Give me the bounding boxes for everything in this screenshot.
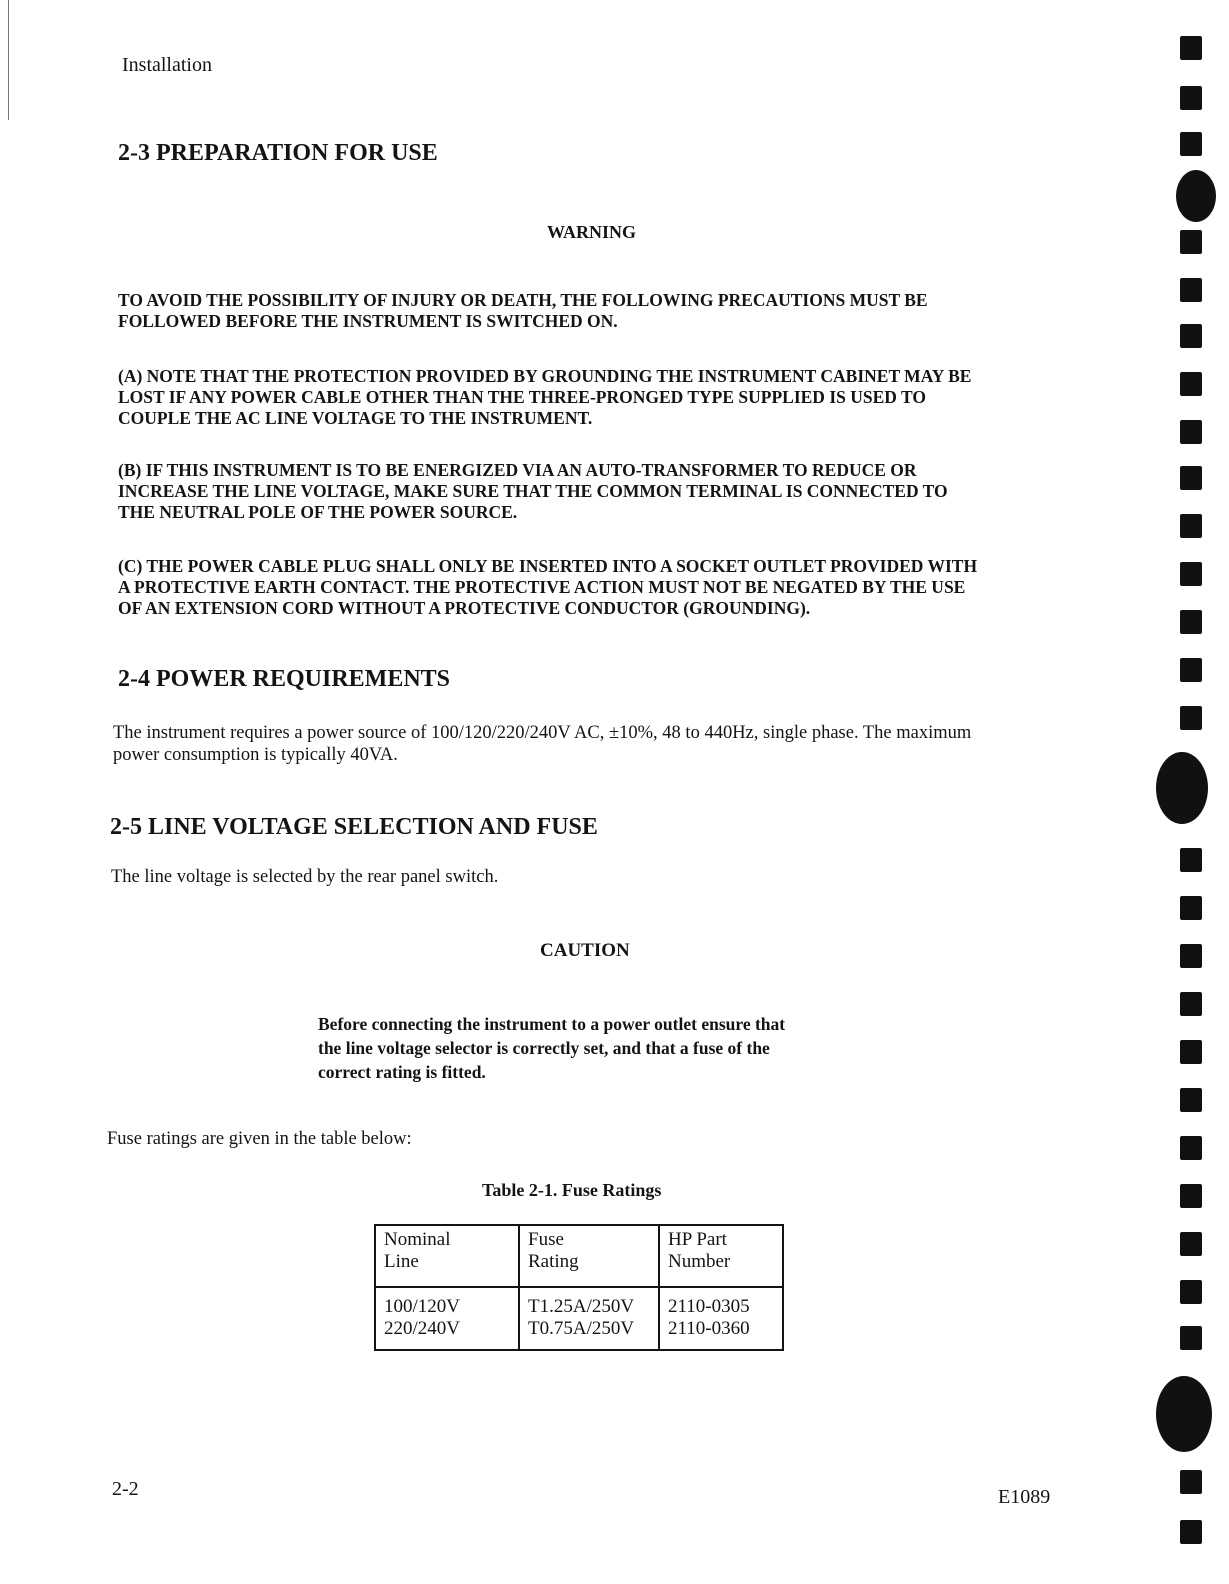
binding-hole <box>1180 1088 1202 1112</box>
binding-hole <box>1180 420 1202 444</box>
header-nominal-line <box>375 1225 519 1287</box>
binding-hole <box>1180 706 1202 730</box>
binding-hole <box>1180 658 1202 682</box>
binding-hole <box>1180 86 1202 110</box>
precaution-a-line-2: LOST IF ANY POWER CABLE OTHER THAN THE THREE-PRONGED TYPE SUPPLIED IS USED TO <box>118 387 926 407</box>
warning-intro-line-1: TO AVOID THE POSSIBILITY OF INJURY OR DEATH, THE FOLLOWING PRECAUTIONS MUST BE <box>118 290 928 310</box>
binding-hole <box>1180 1136 1202 1160</box>
precaution-b-line-1: (B) IF THIS INSTRUMENT IS TO BE ENERGIZED VIA AN AUTO-TRANSFORMER TO REDUCE OR <box>118 460 917 480</box>
precaution-a <box>118 366 1058 429</box>
header-cell-line: Rating <box>528 1251 579 1272</box>
line-voltage-text: The line voltage is selected by the rear panel switch. <box>111 867 499 887</box>
table-caption: Table 2-1. Fuse Ratings <box>482 1180 662 1200</box>
binding-hole <box>1180 1232 1202 1256</box>
punch-hole <box>1156 752 1208 824</box>
fuse-ratings-table <box>374 1224 784 1351</box>
binding-hole <box>1180 514 1202 538</box>
warning-intro <box>118 290 1058 332</box>
caution-line-3: correct rating is fitted. <box>318 1062 486 1082</box>
precaution-b-line-2: INCREASE THE LINE VOLTAGE, MAKE SURE THAT THE COMMON TERMINAL IS CONNECTED TO <box>118 481 948 501</box>
precaution-a-line-1: (A) NOTE THAT THE PROTECTION PROVIDED BY GROUNDING THE INSTRUMENT CABINET MAY BE <box>118 366 972 386</box>
punch-hole <box>1176 170 1216 222</box>
cell-line: T0.75A/250V <box>528 1318 635 1339</box>
header-cell-line: Line <box>384 1251 419 1272</box>
page-number: 2-2 <box>112 1478 139 1500</box>
binding-hole <box>1180 36 1202 60</box>
cell-line: 100/120V <box>384 1296 460 1317</box>
binding-hole <box>1180 278 1202 302</box>
cell-line: 2110-0305 <box>668 1296 750 1317</box>
cell-nominal-line <box>375 1287 519 1350</box>
cell-line: 2110-0360 <box>668 1318 750 1339</box>
binding-hole <box>1180 848 1202 872</box>
binding-hole <box>1180 992 1202 1016</box>
punch-hole <box>1156 1376 1212 1452</box>
cell-line: 220/240V <box>384 1318 460 1339</box>
table-header-row <box>375 1225 783 1287</box>
precaution-c-line-2: A PROTECTIVE EARTH CONTACT. THE PROTECTIVE ACTION MUST NOT BE NEGATED BY THE USE <box>118 577 966 597</box>
header-fuse-rating <box>519 1225 659 1287</box>
binding-hole <box>1180 1040 1202 1064</box>
precaution-c-line-3: OF AN EXTENSION CORD WITHOUT A PROTECTIVE CONDUCTOR (GROUNDING). <box>118 598 811 618</box>
caution-label: CAUTION <box>540 940 630 961</box>
precaution-c <box>118 556 1058 619</box>
precaution-a-line-3: COUPLE THE AC LINE VOLTAGE TO THE INSTRUMENT. <box>118 408 593 428</box>
caution-line-1: Before connecting the instrument to a power outlet ensure that <box>318 1014 786 1034</box>
header-cell-line: Fuse <box>528 1229 564 1250</box>
binding-hole <box>1180 1520 1202 1544</box>
table-intro: Fuse ratings are given in the table below: <box>107 1129 412 1149</box>
header-cell-line: HP Part <box>668 1229 727 1250</box>
header-hp-part-number <box>659 1225 783 1287</box>
section-2-3-heading: 2-3 PREPARATION FOR USE <box>118 140 438 166</box>
binding-hole <box>1180 1326 1202 1350</box>
precaution-c-line-1: (C) THE POWER CABLE PLUG SHALL ONLY BE INSERTED INTO A SOCKET OUTLET PROVIDED WITH <box>118 556 978 576</box>
caution-text <box>318 1012 858 1084</box>
header-cell-line: Nominal <box>384 1229 451 1250</box>
section-2-4-heading: 2-4 POWER REQUIREMENTS <box>118 666 451 692</box>
binding-hole <box>1180 610 1202 634</box>
precaution-b-line-3: THE NEUTRAL POLE OF THE POWER SOURCE. <box>118 502 518 522</box>
cell-line: T1.25A/250V <box>528 1296 635 1317</box>
section-2-5-heading: 2-5 LINE VOLTAGE SELECTION AND FUSE <box>110 814 598 840</box>
binding-hole <box>1180 562 1202 586</box>
header-cell-line: Number <box>668 1251 731 1272</box>
binding-hole <box>1180 1470 1202 1494</box>
cell-hp-part-number <box>659 1287 783 1350</box>
power-requirements-line-1: The instrument requires a power source of 100/120/220/240V AC, ±10%, 48 to 440Hz, single phase. The maximum <box>113 723 972 743</box>
precaution-b <box>118 460 1058 523</box>
binding-hole <box>1180 1280 1202 1304</box>
binding-hole <box>1180 896 1202 920</box>
binding-hole <box>1180 944 1202 968</box>
table-row <box>375 1287 783 1350</box>
binding-hole <box>1180 466 1202 490</box>
binding-hole <box>1180 1184 1202 1208</box>
warning-label: WARNING <box>547 222 637 242</box>
caution-line-2: the line voltage selector is correctly set, and that a fuse of the <box>318 1038 770 1058</box>
binding-hole <box>1180 324 1202 348</box>
cell-fuse-rating <box>519 1287 659 1350</box>
binding-hole <box>1180 230 1202 254</box>
warning-intro-line-2: FOLLOWED BEFORE THE INSTRUMENT IS SWITCHED ON. <box>118 311 618 331</box>
power-requirements-text <box>113 722 1073 766</box>
binding-hole <box>1180 372 1202 396</box>
running-head: Installation <box>122 54 212 76</box>
document-code: E1089 <box>998 1486 1051 1508</box>
binding-hole <box>1180 132 1202 156</box>
scan-edge-line <box>8 0 9 120</box>
power-requirements-line-2: power consumption is typically 40VA. <box>113 745 398 765</box>
